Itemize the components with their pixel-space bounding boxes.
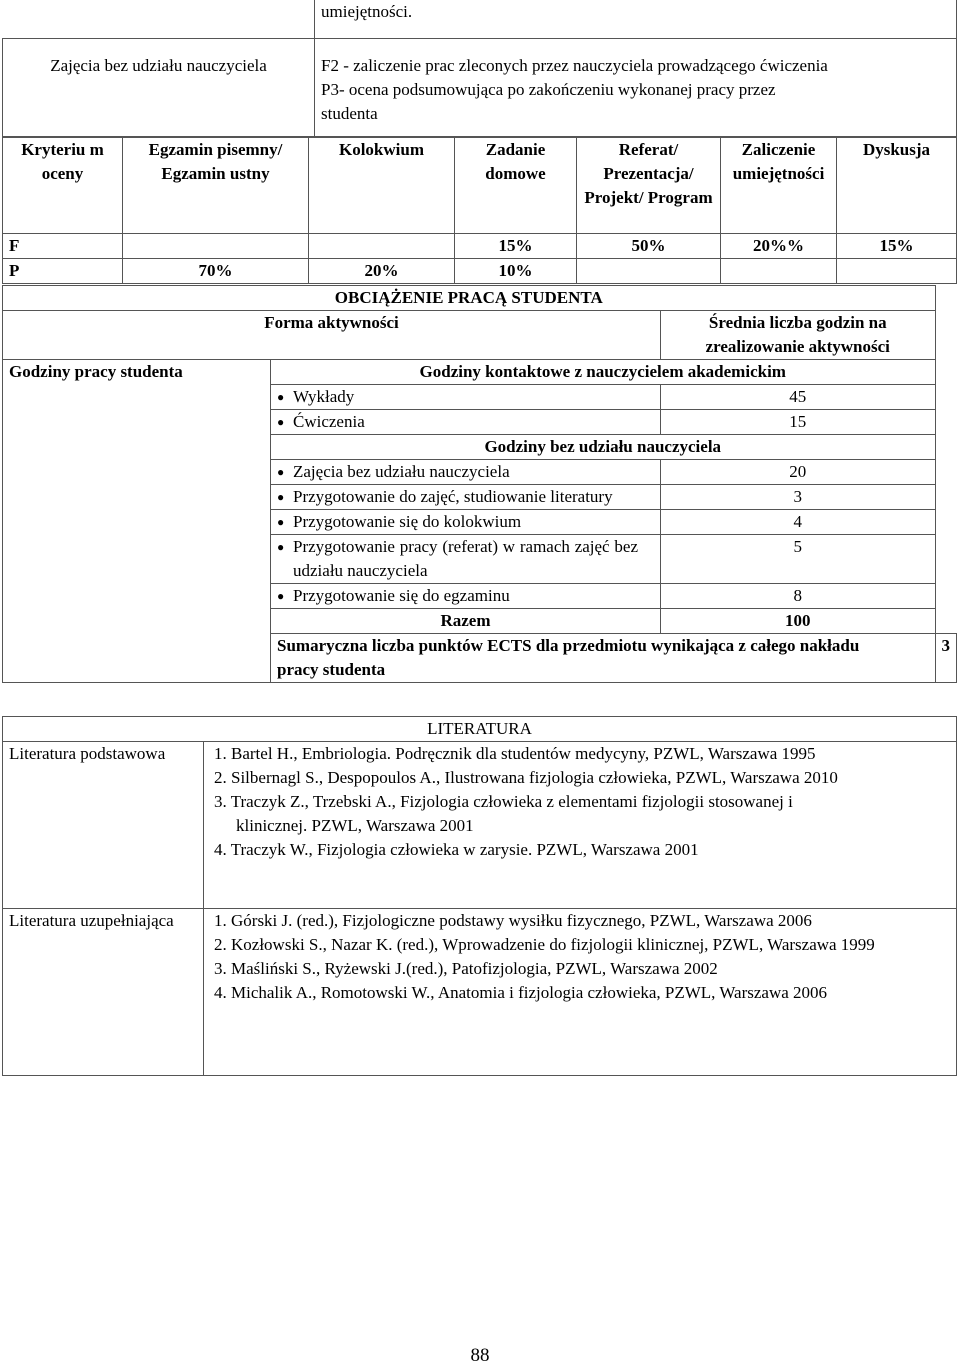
self-item-label: Przygotowanie pracy (referat) w ramach zajęć bez udziału nauczyciela [293,537,638,580]
contact-item-label: Wykłady [293,387,355,406]
contact-item-label: Ćwiczenia [293,412,365,431]
criteria-cell [837,259,957,284]
basic-label: Literatura podstawowa [3,742,204,909]
basic-item: 3. Traczyk Z., Trzebski A., Fizjologia człowieka z elementami fizjologii stosowanej i klinicznej. PZWL, Warszawa 2001 [214,792,793,835]
criteria-cell: 15% [837,234,957,259]
self-item-value: 20 [661,460,936,485]
criteria-header-2: Kolokwium [309,138,455,234]
continuation-cell [315,0,957,39]
razem-value: 100 [661,609,936,634]
godziny-pracy-label: Godziny pracy studenta [3,360,271,683]
zajecia-label: Zajęcia bez udziału nauczyciela [50,56,267,75]
basic-item: 4. Traczyk W., Fizjologia człowieka w zarysie. PZWL, Warszawa 2001 [214,840,699,859]
criteria-header-6: Dyskusja [837,138,957,234]
extra-item: 2. Kozłowski S., Nazar K. (red.), Wprowadzenie do fizjologii klinicznej, PZWL, Warszawa 1999 [214,935,875,954]
criteria-header-5: Zaliczenie umiejętności [721,138,837,234]
self-item-value: 5 [661,535,936,584]
bullet-icon: ● [277,390,285,404]
page-number: 88 [470,1345,490,1366]
extra-item: 4. Michalik A., Romotowski W., Anatomia i fizjologia człowieka, PZWL, Warszawa 2006 [214,983,828,1002]
basic-list [204,742,957,909]
forma-aktywnosci: Forma aktywności [3,311,661,360]
zajecia-line2: P3- ocena podsumowująca po zakończeniu wykonanej pracy przez [321,80,776,99]
extra-label: Literatura uzupełniająca [3,909,204,1076]
contact-item [271,410,661,435]
criteria-header-4: Referat/ Prezentacja/ Projekt/ Program [577,138,721,234]
criteria-header-3: Zadanie domowe [455,138,577,234]
self-item [271,485,661,510]
razem-label: Razem [271,609,661,634]
criteria-cell: 10% [455,259,577,284]
bullet-icon: ● [277,540,285,554]
contact-item-value: 15 [661,410,936,435]
criteria-row-p-label: P [3,259,123,284]
bullet-icon: ● [277,589,285,603]
literature-table [2,716,957,1076]
self-item [271,510,661,535]
workload-title: OBCIĄŻENIE PRACĄ STUDENTA [3,286,936,311]
criteria-row-f-label: F [3,234,123,259]
self-item [271,535,661,584]
literature-title: LITERATURA [3,717,957,742]
criteria-cell: 20%% [721,234,837,259]
workload-table [2,285,957,683]
criteria-cell [577,259,721,284]
bullet-icon: ● [277,415,285,429]
criteria-cell [721,259,837,284]
self-item-value: 3 [661,485,936,510]
criteria-table [2,137,957,284]
basic-item: 1. Bartel H., Embriologia. Podręcznik dla studentów medycyny, PZWL, Warszawa 1995 [214,744,816,763]
zajecia-desc-cell [315,39,957,137]
criteria-cell: 50% [577,234,721,259]
zajecia-line1: F2 - zaliczenie prac zleconych przez nauczyciela prowadzącego ćwiczenia [321,56,828,75]
bez-udzialu-header: Godziny bez udziału nauczyciela [271,435,936,460]
top-table [2,0,957,137]
criteria-cell [309,234,455,259]
zajecia-label-cell [3,39,315,137]
bullet-icon: ● [277,515,285,529]
self-item-label: Zajęcia bez udziału nauczyciela [293,462,510,481]
criteria-cell: 20% [309,259,455,284]
extra-list [204,909,957,1076]
ects-value: 3 [935,634,957,683]
contact-item [271,385,661,410]
basic-item: 2. Silbernagl S., Despopoulos A., Ilustrowana fizjologia człowieka, PZWL, Warszawa 2010 [214,768,838,787]
srednia-liczba: Średnia liczba godzin na zrealizowanie aktywności [661,311,936,360]
ects-label-text: Sumaryczna liczba punktów ECTS dla przedmiotu wynikająca z całego nakładu pracy studenta [277,636,860,679]
criteria-cell [123,234,309,259]
self-item-label: Przygotowanie do zajęć, studiowanie literatury [293,487,613,506]
self-item-value: 8 [661,584,936,609]
zajecia-line3: studenta [321,104,378,123]
self-item [271,584,661,609]
criteria-header-1: Egzamin pisemny/ Egzamin ustny [123,138,309,234]
criteria-cell: 70% [123,259,309,284]
self-item-label: Przygotowanie się do kolokwium [293,512,522,531]
continuation-text: umiejętności. [321,2,413,21]
self-item-value: 4 [661,510,936,535]
self-item-label: Przygotowanie się do egzaminu [293,586,510,605]
bullet-icon: ● [277,465,285,479]
kontaktowe-header: Godziny kontaktowe z nauczycielem akademickim [271,360,936,385]
bullet-icon: ● [277,490,285,504]
ects-label [271,634,936,683]
extra-item: 1. Górski J. (red.), Fizjologiczne podstawy wysiłku fizycznego, PZWL, Warszawa 2006 [214,911,812,930]
extra-item: 3. Maśliński S., Ryżewski J.(red.), Patofizjologia, PZWL, Warszawa 2002 [214,959,718,978]
criteria-header-0: Kryteriu m oceny [3,138,123,234]
self-item [271,460,661,485]
criteria-cell: 15% [455,234,577,259]
contact-item-value: 45 [661,385,936,410]
